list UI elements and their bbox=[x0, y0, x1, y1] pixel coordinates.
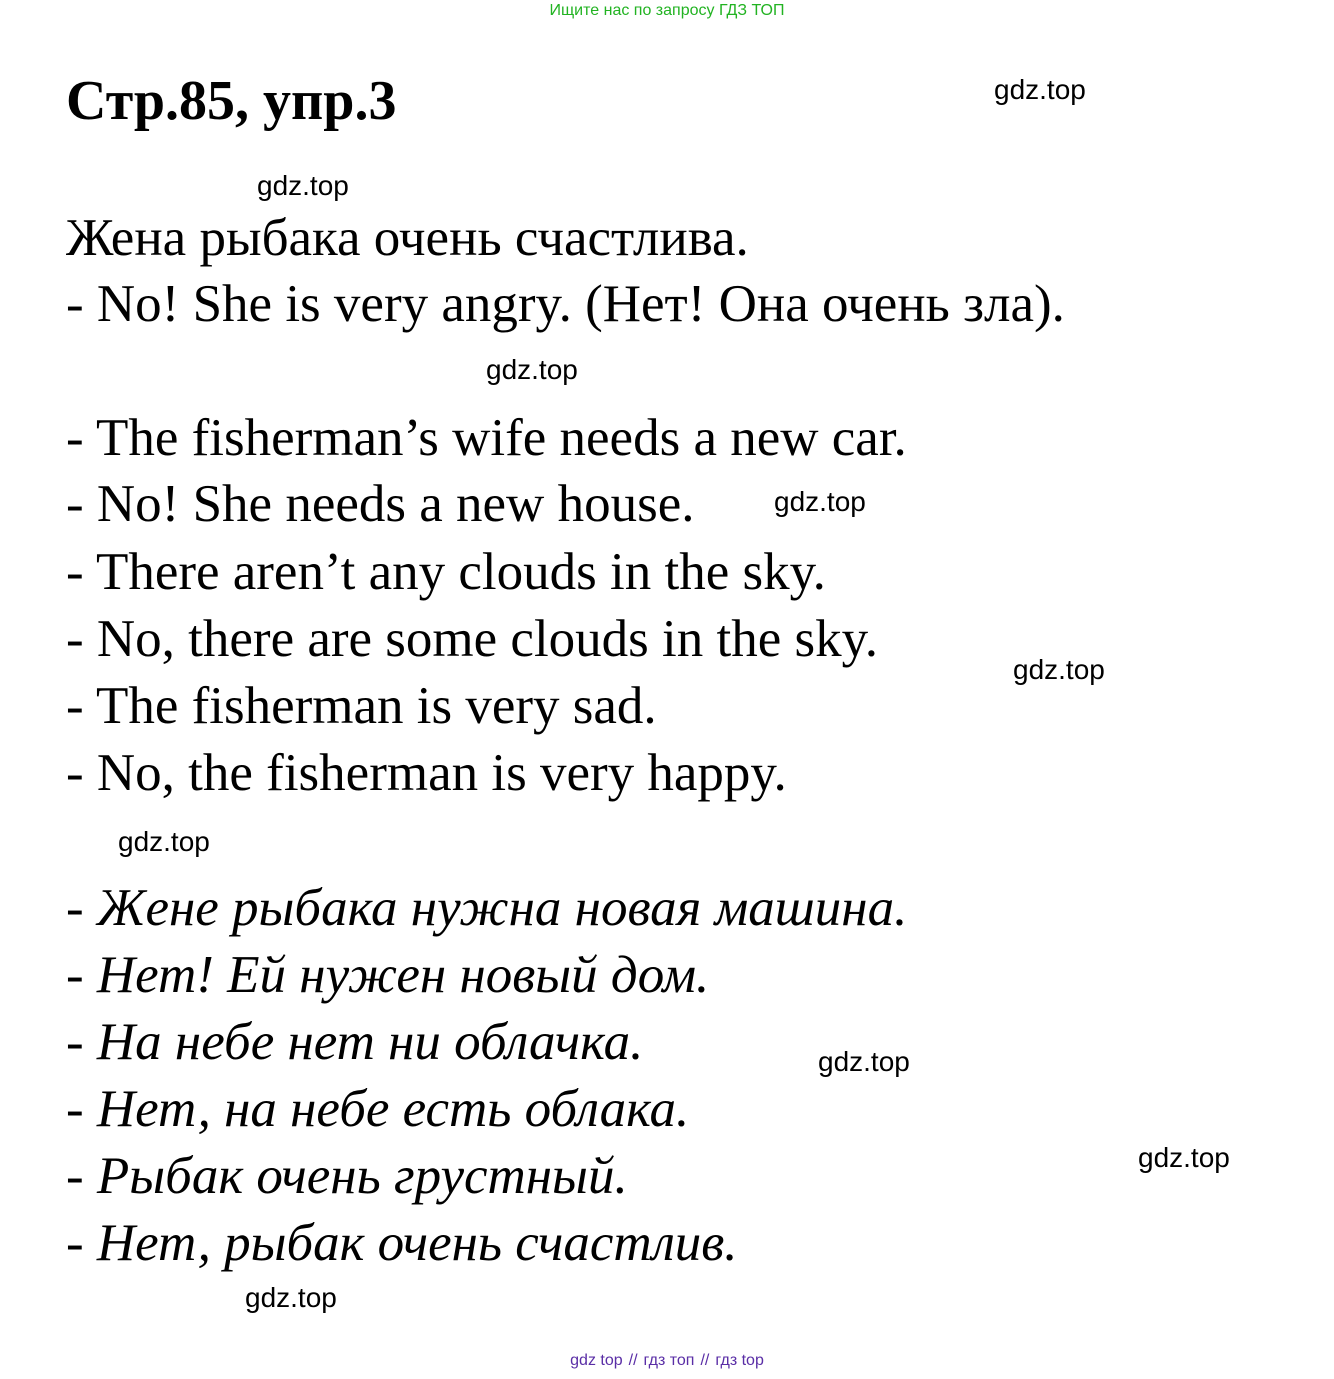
watermark: gdz.top bbox=[818, 1046, 910, 1077]
russian-line: - Нет! Ей нужен новый дом. bbox=[66, 946, 710, 1004]
footer-separator: // bbox=[628, 1352, 638, 1369]
english-line: - No, the fisherman is very happy. bbox=[66, 744, 787, 802]
watermark: gdz.top bbox=[118, 826, 210, 857]
russian-line: - Нет, на небе есть облака. bbox=[66, 1080, 690, 1138]
english-line: - No! She is very angry. (Нет! Она очень зла). bbox=[66, 275, 1065, 333]
english-line: - No! She needs a new house. bbox=[66, 475, 695, 533]
watermark: gdz.top bbox=[774, 486, 866, 517]
watermark: gdz.top bbox=[1138, 1142, 1230, 1173]
russian-line: - На небе нет ни облачка. bbox=[66, 1013, 644, 1071]
russian-line: - Жене рыбака нужна новая машина. bbox=[66, 879, 908, 937]
english-line: - No, there are some clouds in the sky. bbox=[66, 610, 878, 668]
watermark: gdz.top bbox=[486, 354, 578, 385]
footer-links bbox=[0, 1352, 1334, 1370]
watermark: gdz.top bbox=[1013, 654, 1105, 685]
page-title: Стр.85, упр.3 bbox=[66, 70, 397, 132]
footer-link[interactable]: gdz top bbox=[570, 1352, 623, 1369]
watermark: gdz.top bbox=[245, 1282, 337, 1313]
english-line: - The fisherman is very sad. bbox=[66, 677, 657, 735]
watermark: gdz.top bbox=[257, 170, 349, 201]
footer-link[interactable]: гдз top bbox=[715, 1352, 764, 1369]
english-line: - There aren’t any clouds in the sky. bbox=[66, 543, 826, 601]
footer-separator: // bbox=[700, 1352, 710, 1369]
top-banner[interactable]: Ищите нас по запросу ГДЗ ТОП bbox=[549, 2, 785, 19]
russian-line: - Рыбак очень грустный. bbox=[66, 1147, 628, 1205]
english-line: - The fisherman’s wife needs a new car. bbox=[66, 409, 907, 467]
russian-line: - Нет, рыбак очень счастлив. bbox=[66, 1214, 738, 1272]
footer-link[interactable]: гдз топ bbox=[643, 1352, 695, 1369]
english-line-intro: Жена рыбака очень счастлива. bbox=[66, 209, 749, 267]
watermark: gdz.top bbox=[994, 74, 1086, 105]
